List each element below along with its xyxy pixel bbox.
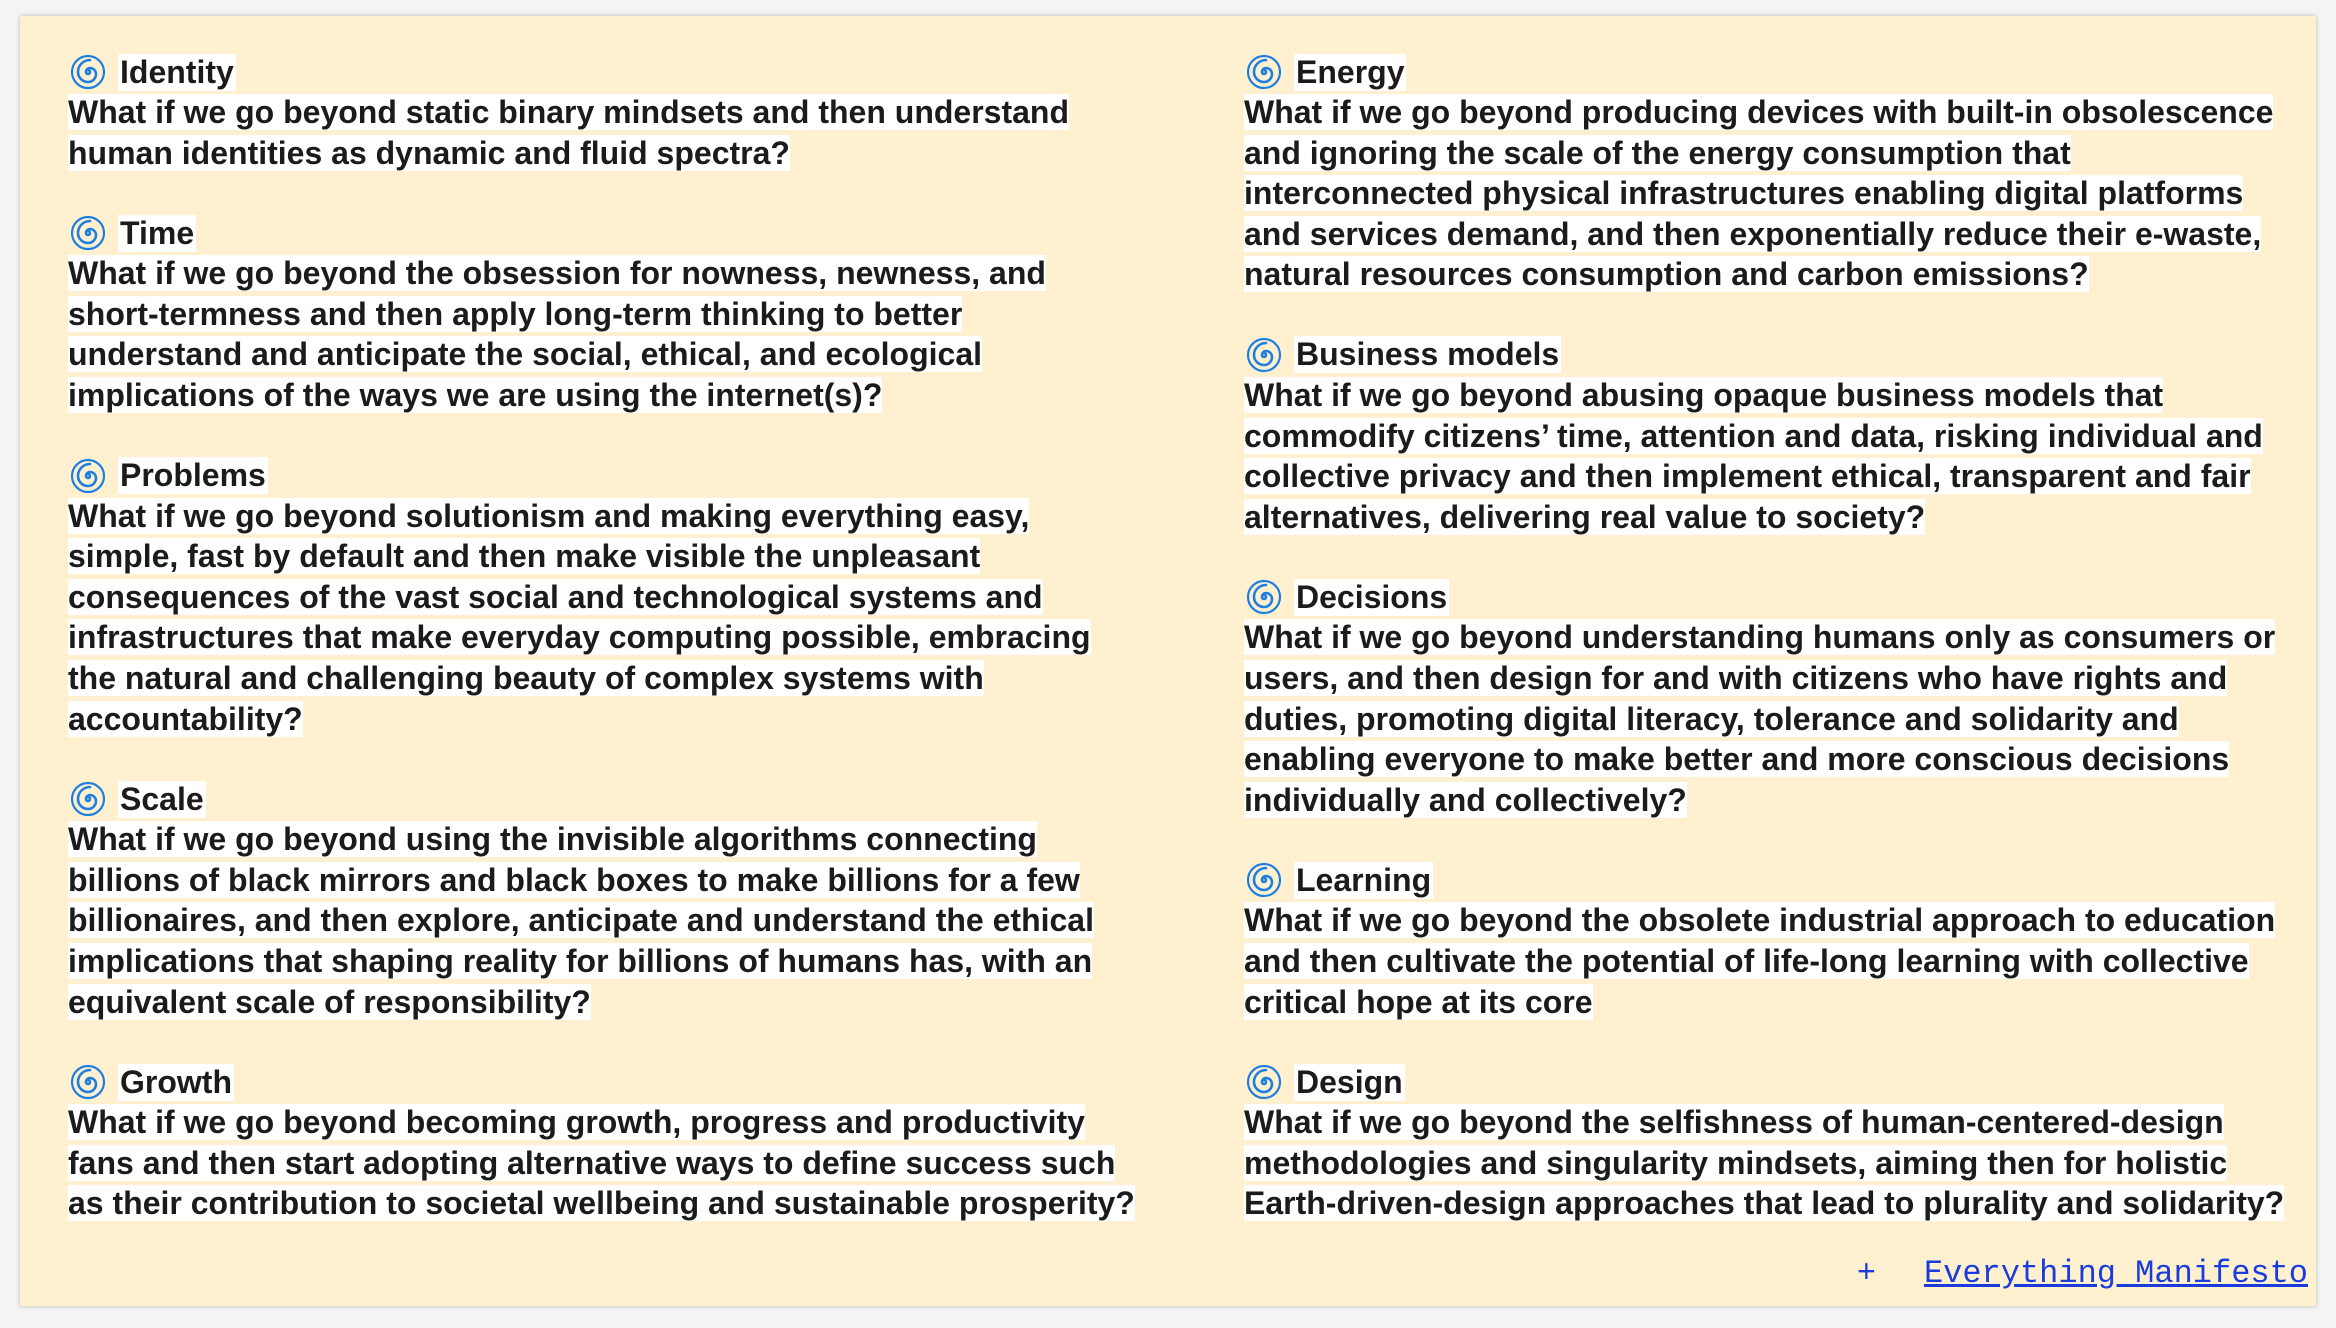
section-identity — [68, 52, 1138, 173]
section-title — [68, 213, 1138, 253]
section-title — [1244, 335, 2304, 375]
spiral-icon — [68, 52, 108, 92]
spiral-icon — [68, 779, 108, 819]
left-column — [68, 52, 1138, 1264]
section-scale — [68, 779, 1138, 1022]
section-body-text: What if we go beyond the selfishness of human-centered-design methodologies and singularity mindsets, aiming then for holistic Earth-driven-design approaches that lead to plurality and solidarity? — [1244, 1104, 2285, 1222]
section-body — [68, 819, 1138, 1022]
footer — [1857, 1255, 2308, 1292]
section-title-text: Decisions — [1296, 578, 1448, 615]
section-title — [68, 779, 1138, 819]
section-title — [1244, 52, 2304, 92]
section-problems — [68, 456, 1138, 740]
spiral-icon — [1244, 860, 1284, 900]
spiral-icon — [68, 213, 108, 253]
section-body — [68, 92, 1138, 173]
section-title — [1244, 1062, 2304, 1102]
spiral-icon — [68, 1062, 108, 1102]
section-learning — [1244, 860, 2304, 1022]
section-title-text: Identity — [120, 53, 234, 90]
section-title-text: Growth — [120, 1063, 232, 1100]
section-title — [68, 52, 1138, 92]
spiral-icon — [1244, 52, 1284, 92]
section-title-text: Problems — [120, 457, 266, 494]
section-body — [1244, 617, 2304, 820]
section-title — [68, 1062, 1138, 1102]
section-body-text: What if we go beyond the obsolete industrial approach to education and then cultivate the potential of life-long learning with collective critical hope at its core — [1244, 902, 2276, 1020]
section-body — [1244, 900, 2304, 1022]
section-body — [1244, 1102, 2304, 1224]
section-title-text: Design — [1296, 1063, 1403, 1100]
section-title — [1244, 577, 2304, 617]
spiral-icon — [1244, 1062, 1284, 1102]
section-title-text: Business models — [1296, 336, 1560, 373]
section-title-text: Scale — [120, 780, 204, 817]
section-body-text: What if we go beyond abusing opaque business models that commodify citizens’ time, attention and data, risking individual and collective privacy and then implement ethical, transparent and fair alternatives, delivering real value to society? — [1244, 376, 2263, 535]
plus-icon[interactable]: + — [1856, 1255, 1876, 1292]
section-body-text: What if we go beyond using the invisible algorithms connecting billions of black mirrors and black boxes to make billions for a few billionaires, and then explore, anticipate and understand the ethical implications that shaping reality for billions of humans has, with an equivalent scale of responsibility? — [68, 821, 1094, 1020]
manifesto-panel — [20, 16, 2316, 1306]
section-title-text: Learning — [1296, 861, 1432, 898]
section-decisions — [1244, 577, 2304, 820]
section-body-text: What if we go beyond producing devices with built-in obsolescence and ignoring the scale of the energy consumption that interconnected physical infrastructures enabling digital platforms and services demand, and then exponentially reduce their e-waste, natural resources consumption and carbon emissions? — [1244, 94, 2274, 293]
section-growth — [68, 1062, 1138, 1224]
section-design — [1244, 1062, 2304, 1224]
section-title — [1244, 860, 2304, 900]
section-title-text: Energy — [1296, 53, 1405, 90]
section-body-text: What if we go beyond static binary mindsets and then understand human identities as dynamic and fluid spectra? — [68, 94, 1069, 171]
section-body-text: What if we go beyond understanding humans only as consumers or users, and then design for and with citizens who have rights and duties, promoting digital literacy, tolerance and solidarity and enabling everyone to make better and more conscious decisions individually and collectively? — [1244, 619, 2276, 818]
section-business-models — [1244, 335, 2304, 537]
section-title — [68, 456, 1138, 496]
spiral-icon — [1244, 335, 1284, 375]
section-body-text: What if we go beyond solutionism and making everything easy, simple, fast by default and then make visible the unpleasant consequences of the vast social and technological systems and infrastructures that make everyday computing possible, embracing the natural and challenging beauty of complex systems with accountability? — [68, 497, 1091, 737]
section-body-text: What if we go beyond the obsession for nowness, newness, and short-termness and then apply long-term thinking to better understand and anticipate the social, ethical, and ecological implications of the ways we are using the internet(s)? — [68, 255, 1046, 413]
section-title-text: Time — [120, 214, 195, 251]
section-body — [68, 253, 1138, 415]
everything-manifesto-link[interactable]: Everything Manifesto — [1923, 1255, 2308, 1292]
section-body-text: What if we go beyond becoming growth, progress and productivity fans and then start adopting alternative ways to define success such as their contribution to societal wellbeing and sustainable prosperity? — [68, 1104, 1135, 1222]
section-body — [68, 1102, 1138, 1224]
spiral-icon — [1244, 577, 1284, 617]
spiral-icon — [68, 456, 108, 496]
section-energy — [1244, 52, 2304, 295]
right-column — [1244, 52, 2304, 1264]
section-body — [1244, 92, 2304, 295]
section-body — [68, 496, 1138, 740]
section-body — [1244, 375, 2304, 537]
section-time — [68, 213, 1138, 415]
